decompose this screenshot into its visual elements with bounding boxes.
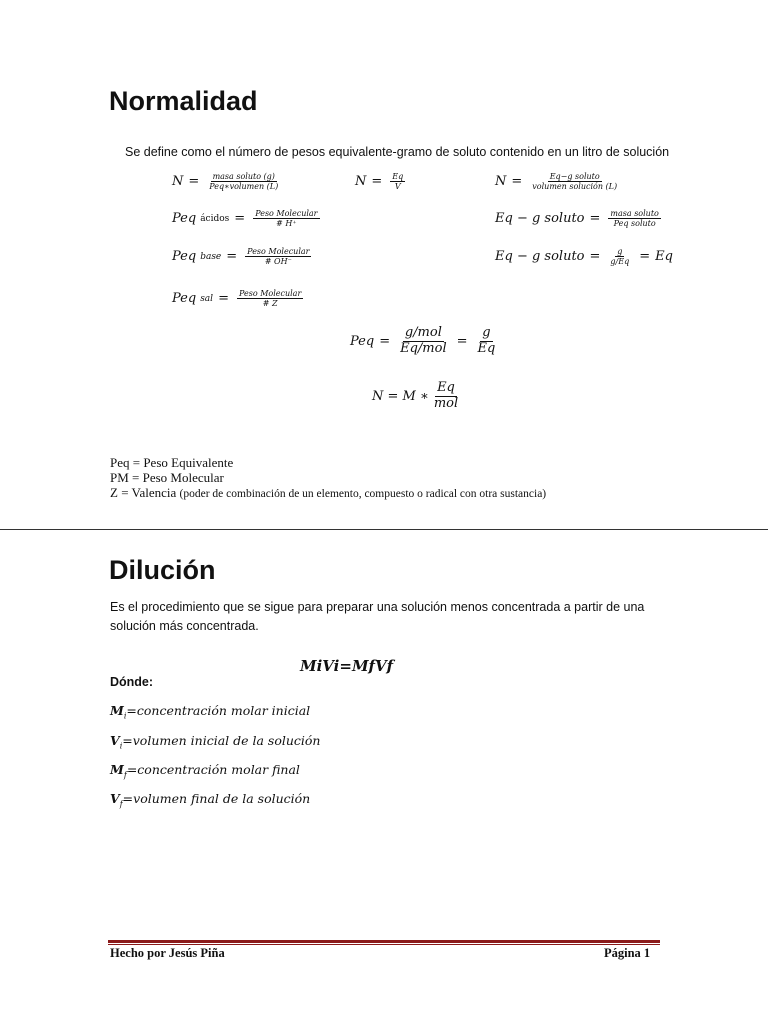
legend-pm: PM = Peso Molecular — [110, 470, 224, 485]
donde-label: Dónde: — [110, 675, 154, 689]
footer-page-number: Página 1 — [604, 946, 651, 960]
formula-peq-sal: Peq sal = $\frac{\text{Peso Molecular}}{\# Z}$ — [172, 289, 302, 309]
footer-author: Hecho por Jesús Piña — [110, 946, 225, 960]
legend-peq: Peq = Peso Equivalente — [110, 455, 234, 470]
formula-eqg-masa: Eq − g soluto = $\frac{\text{masa soluto}}{\text{Peq soluto}}$ — [495, 209, 659, 229]
normalidad-definition: Se define como el número de pesos equivalente-gramo de soluto contenido en un litro de solución — [125, 145, 670, 159]
definition-mf: $M_f=concentración$ molar final — [110, 762, 300, 780]
formula-eqg-g: Eq − g soluto = $\frac{g}{g/Eq}$ = Eq — [495, 247, 673, 267]
formula-n-eq: N = $\frac{Eq}{V}$ — [355, 172, 404, 192]
formula-n-masa: N = $\frac{\text{masa soluto (g)}}{\text{Peq∗volumen (L)}}$ — [172, 172, 279, 192]
section-title-normalidad: Normalidad — [109, 86, 258, 116]
definition-mi: $M_i=concentración$ molar inicial — [110, 703, 311, 721]
definition-vi: $V_i=volumen$ inicial de la solución — [110, 733, 321, 751]
section-title-dilucion: Dilución — [109, 555, 216, 585]
footer-rule-thin — [108, 944, 660, 945]
legend-z-note: (poder de combinación de un elemento, compuesto o radical con otra sustancia) — [179, 488, 547, 500]
legend-z: Z = Valencia (poder de combinación de un elemento, compuesto o radical con otra sustancia) — [110, 485, 547, 500]
definition-vf: $V_f=volumen$ final de la solución — [110, 791, 311, 809]
formula-peq-mol: Peq = $\frac{\text{g/mol}}{\text{Eq/mol}}$ = $\frac{g}{Eq}$ — [350, 325, 496, 356]
formula-peq-base: Peq base = $\frac{\text{Peso Molecular}}{\# OH^-}$ — [172, 247, 310, 267]
section-divider — [0, 529, 768, 530]
normalidad-legend — [110, 455, 546, 502]
formula-dilucion: MiVi=MfVf — [300, 657, 394, 675]
formula-n-molar: N = M ∗ $\frac{Eq}{\text{mol}}$ — [372, 380, 459, 411]
formula-n-eqg: N = $\frac{\text{Eq−g soluto}}{\text{volumen solución (L)}}$ — [495, 172, 618, 192]
formula-peq-acidos: Peq ácidos = $\frac{\text{Peso Molecular}}{\# H^+}$ — [172, 209, 318, 229]
footer-rule — [108, 940, 660, 943]
dilucion-paragraph: Es el procedimiento que se sigue para preparar una solución menos concentrada a partir de una solución más concentrada. — [110, 600, 645, 633]
